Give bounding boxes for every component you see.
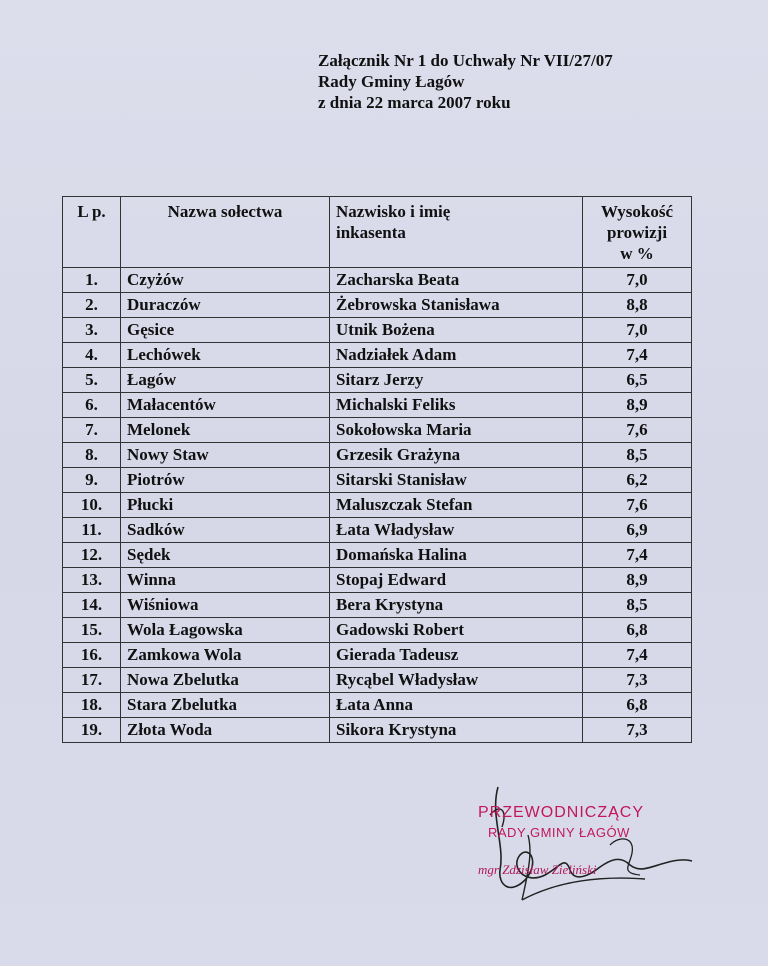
row-lp: 18. [63, 693, 121, 718]
row-name: Wiśniowa [121, 593, 330, 618]
row-name: Płucki [121, 493, 330, 518]
row-value: 7,6 [583, 493, 692, 518]
row-inkasent: Utnik Bożena [330, 318, 583, 343]
row-name: Winna [121, 568, 330, 593]
row-inkasent: Żebrowska Stanisława [330, 293, 583, 318]
header-lp: L p. [63, 197, 121, 268]
header-inkasent-line-1: Nazwisko i imię [336, 202, 451, 221]
table-body [63, 268, 692, 743]
table-row [63, 543, 692, 568]
row-inkasent: Grzesik Grażyna [330, 443, 583, 468]
row-value: 7,4 [583, 343, 692, 368]
row-name: Wola Łagowska [121, 618, 330, 643]
row-value: 8,8 [583, 293, 692, 318]
header-line-2: Rady Gminy Łagów [318, 72, 465, 91]
row-value: 7,3 [583, 718, 692, 743]
table-header-row [63, 197, 692, 268]
row-lp: 8. [63, 443, 121, 468]
table-row [63, 293, 692, 318]
row-inkasent: Sitarz Jerzy [330, 368, 583, 393]
row-value: 6,9 [583, 518, 692, 543]
commission-table [62, 196, 692, 743]
row-inkasent: Stopaj Edward [330, 568, 583, 593]
row-name: Sędek [121, 543, 330, 568]
row-value: 7,4 [583, 543, 692, 568]
row-name: Lechówek [121, 343, 330, 368]
row-inkasent: Rycąbel Władysław [330, 668, 583, 693]
row-inkasent: Sokołowska Maria [330, 418, 583, 443]
row-lp: 15. [63, 618, 121, 643]
row-name: Sadków [121, 518, 330, 543]
table-row [63, 443, 692, 468]
table-row [63, 618, 692, 643]
row-lp: 5. [63, 368, 121, 393]
row-lp: 11. [63, 518, 121, 543]
row-lp: 1. [63, 268, 121, 293]
row-value: 6,5 [583, 368, 692, 393]
row-inkasent: Gadowski Robert [330, 618, 583, 643]
row-value: 7,6 [583, 418, 692, 443]
row-lp: 16. [63, 643, 121, 668]
table-row [63, 668, 692, 693]
row-inkasent: Nadziałek Adam [330, 343, 583, 368]
row-name: Stara Zbelutka [121, 693, 330, 718]
table-row [63, 268, 692, 293]
row-lp: 4. [63, 343, 121, 368]
header-value [583, 197, 692, 268]
table-row [63, 468, 692, 493]
header-value-line-1: Wysokość [600, 202, 674, 221]
row-name: Nowy Staw [121, 443, 330, 468]
table-row [63, 518, 692, 543]
official-stamp [470, 800, 700, 920]
row-name: Złota Woda [121, 718, 330, 743]
table-row [63, 368, 692, 393]
stamp-subtitle: RADY GMINY ŁAGÓW [488, 825, 630, 840]
row-inkasent: Michalski Feliks [330, 393, 583, 418]
row-lp: 17. [63, 668, 121, 693]
row-inkasent: Łata Anna [330, 693, 583, 718]
row-inkasent: Łata Władysław [330, 518, 583, 543]
table-row [63, 568, 692, 593]
row-inkasent: Domańska Halina [330, 543, 583, 568]
row-lp: 6. [63, 393, 121, 418]
row-name: Zamkowa Wola [121, 643, 330, 668]
stamp-title: PRZEWODNICZĄCY [478, 804, 644, 821]
row-name: Melonek [121, 418, 330, 443]
row-value: 6,2 [583, 468, 692, 493]
row-name: Piotrów [121, 468, 330, 493]
row-value: 7,4 [583, 643, 692, 668]
row-value: 7,0 [583, 268, 692, 293]
header-inkasent-line-2: inkasenta [336, 223, 406, 242]
row-name: Nowa Zbelutka [121, 668, 330, 693]
header-line-3: z dnia 22 marca 2007 roku [318, 93, 511, 112]
table-row [63, 493, 692, 518]
header-inkasent [330, 197, 583, 268]
header-value-line-3: w % [620, 244, 654, 263]
row-inkasent: Bera Krystyna [330, 593, 583, 618]
table-row [63, 393, 692, 418]
row-value: 7,0 [583, 318, 692, 343]
table-row [63, 418, 692, 443]
row-lp: 7. [63, 418, 121, 443]
row-value: 8,5 [583, 443, 692, 468]
row-lp: 2. [63, 293, 121, 318]
stamp-name: mgr Zdzisław Zieliński [478, 862, 597, 877]
header-name: Nazwa sołectwa [121, 197, 330, 268]
row-lp: 19. [63, 718, 121, 743]
row-name: Duraczów [121, 293, 330, 318]
table-row [63, 693, 692, 718]
row-name: Gęsice [121, 318, 330, 343]
row-value: 7,3 [583, 668, 692, 693]
row-lp: 10. [63, 493, 121, 518]
table-row [63, 643, 692, 668]
row-value: 6,8 [583, 693, 692, 718]
row-inkasent: Zacharska Beata [330, 268, 583, 293]
row-inkasent: Sikora Krystyna [330, 718, 583, 743]
row-lp: 3. [63, 318, 121, 343]
row-lp: 12. [63, 543, 121, 568]
table-row [63, 718, 692, 743]
row-lp: 14. [63, 593, 121, 618]
row-inkasent: Gierada Tadeusz [330, 643, 583, 668]
header-value-line-2: prowizji [606, 223, 668, 242]
row-lp: 13. [63, 568, 121, 593]
document-header [318, 50, 613, 113]
row-value: 8,9 [583, 568, 692, 593]
row-value: 6,8 [583, 618, 692, 643]
table-row [63, 343, 692, 368]
row-value: 8,9 [583, 393, 692, 418]
row-name: Małacentów [121, 393, 330, 418]
row-inkasent: Maluszczak Stefan [330, 493, 583, 518]
row-inkasent: Sitarski Stanisław [330, 468, 583, 493]
table-row [63, 318, 692, 343]
row-lp: 9. [63, 468, 121, 493]
table-row [63, 593, 692, 618]
row-name: Czyżów [121, 268, 330, 293]
row-value: 8,5 [583, 593, 692, 618]
row-name: Łagów [121, 368, 330, 393]
header-line-1: Załącznik Nr 1 do Uchwały Nr VII/27/07 [318, 51, 613, 70]
